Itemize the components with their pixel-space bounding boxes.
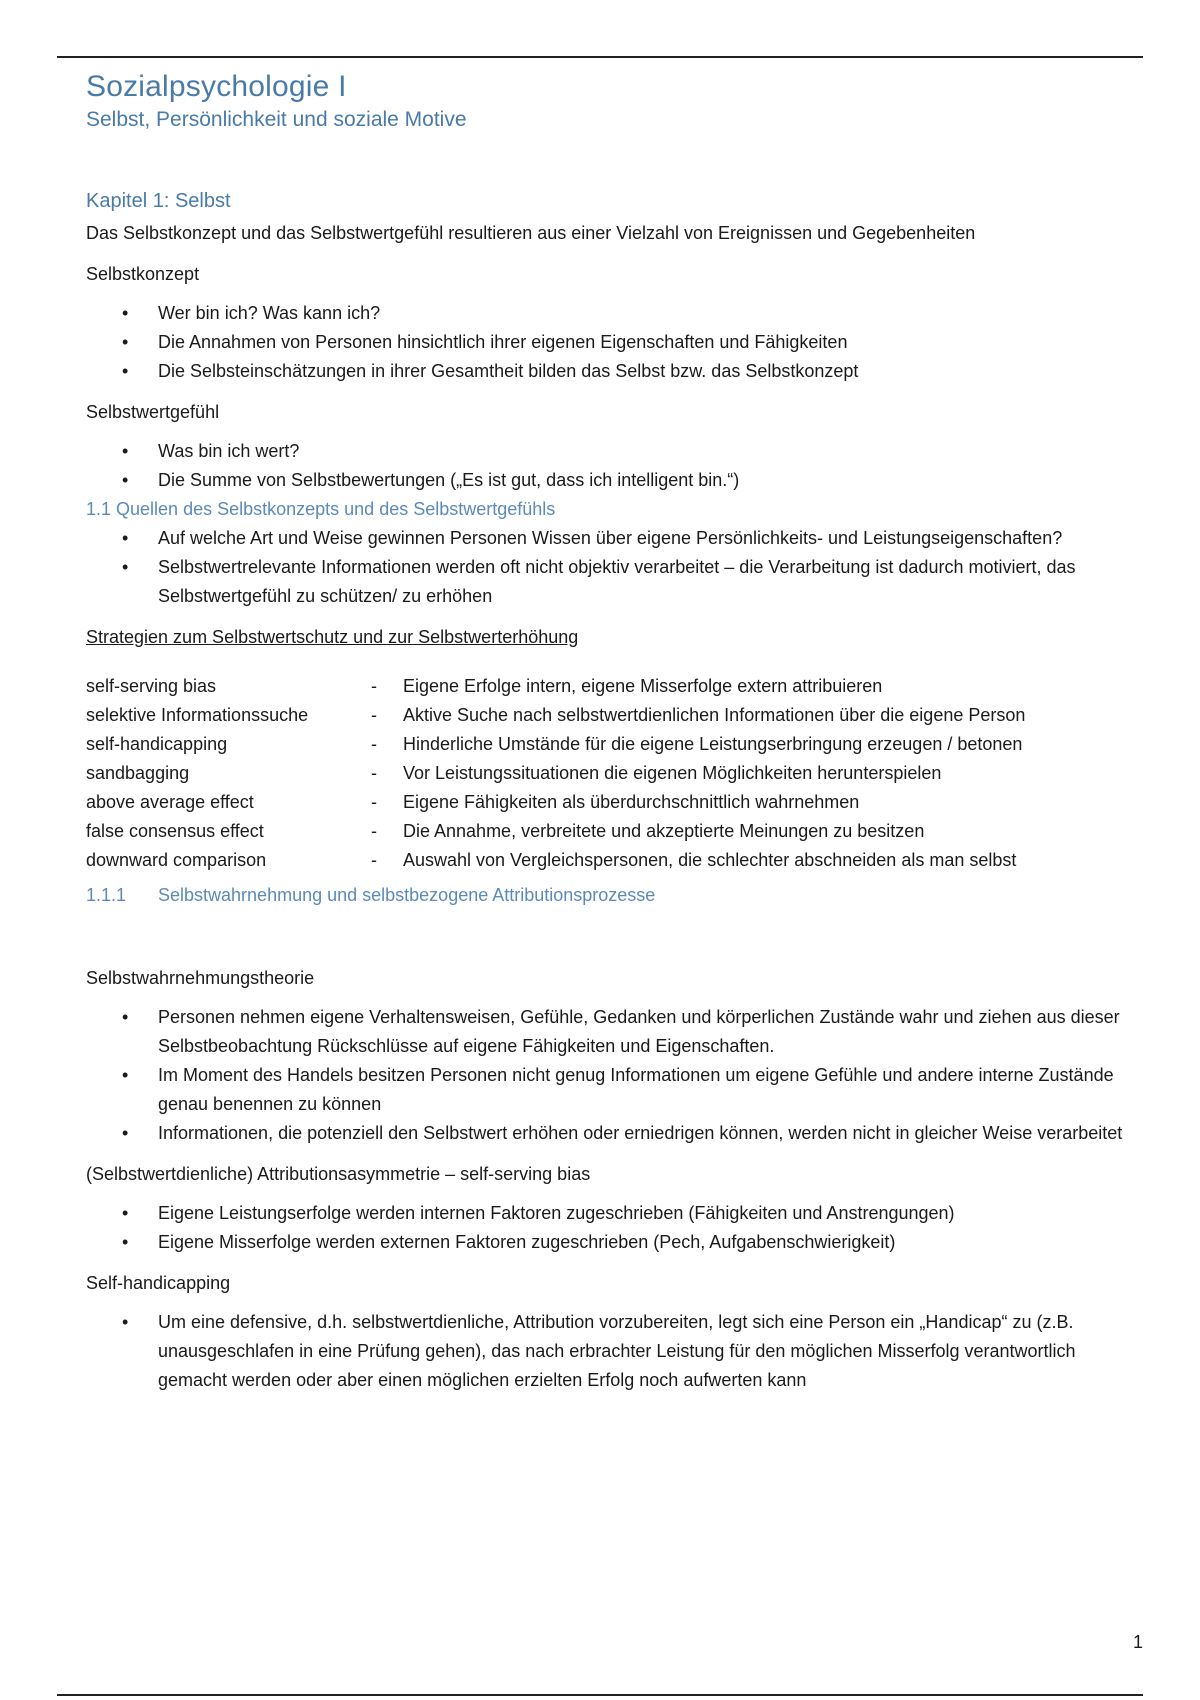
strategy-term: above average effect (86, 792, 254, 812)
list-item: • Im Moment des Handels besitzen Personen nicht genug Informationen um eigene Gefühle und andere interne Zustände genau benennen zu können (158, 1061, 1146, 1119)
handicapping-label: Self-handicapping (86, 1273, 231, 1293)
strategy-dash: - (371, 792, 377, 812)
document-subtitle: Selbst, Persönlichkeit und soziale Motive (86, 108, 467, 131)
section-number: 1.1.1 (86, 885, 127, 905)
strategy-dash: - (371, 763, 377, 783)
strategy-description: Die Annahme, verbreitete und akzeptierte Meinungen zu besitzen (403, 821, 925, 841)
handicapping-list (86, 1308, 1146, 1395)
document-page (86, 66, 1146, 1407)
strategy-term: self-handicapping (86, 734, 228, 754)
list-item: • Auf welche Art und Weise gewinnen Personen Wissen über eigene Persönlichkeits- und Leistungseigenschaften? (158, 524, 1146, 553)
strategy-description: Vor Leistungssituationen die eigenen Möglichkeiten herunterspielen (403, 763, 942, 783)
strategy-term: false consensus effect (86, 821, 264, 841)
intro-paragraph: Das Selbstkonzept und das Selbstwertgefühl resultieren aus einer Vielzahl von Ereignissen und Gegebenheiten (86, 223, 976, 243)
strategy-description: Aktive Suche nach selbstwertdienlichen Informationen über die eigene Person (403, 705, 1026, 725)
list-item: • Was bin ich wert? (158, 437, 1146, 466)
strategy-dash: - (371, 850, 377, 870)
strategy-dash: - (371, 705, 377, 725)
chapter-heading: Kapitel 1: Selbst (86, 190, 231, 212)
header-rule (57, 56, 1143, 58)
strategy-description: Auswahl von Vergleichspersonen, die schlechter abschneiden als man selbst (403, 850, 1017, 870)
list-item: • Selbstwertrelevante Informationen werden oft nicht objektiv verarbeitet – die Verarbeitung ist dadurch motiviert, das Selbstwertgefühl zu schützen/ zu erhöhen (158, 553, 1146, 611)
theorie-label: Selbstwahrnehmungstheorie (86, 968, 315, 988)
document-title: Sozialpsychologie I (86, 70, 347, 103)
strategies-heading: Strategien zum Selbstwertschutz und zur Selbstwerterhöhung (86, 627, 579, 647)
page-number: 1 (1132, 1632, 1143, 1652)
strategies-table (86, 672, 1025, 875)
section-heading-1-1: 1.1 Quellen des Selbstkonzepts und des Selbstwertgefühls (86, 499, 556, 519)
strategy-term: downward comparison (86, 850, 267, 870)
table-row (86, 846, 1025, 875)
strategy-term: sandbagging (86, 763, 190, 783)
strategy-description: Eigene Erfolge intern, eigene Misserfolge extern attribuieren (403, 676, 883, 696)
asymmetrie-list (86, 1199, 1146, 1257)
footer-rule (57, 1694, 1143, 1696)
list-item: • Wer bin ich? Was kann ich? (158, 299, 1146, 328)
list-item: • Eigene Misserfolge werden externen Faktoren zugeschrieben (Pech, Aufgabenschwierigkeit) (158, 1228, 1146, 1257)
list-item: • Personen nehmen eigene Verhaltensweisen, Gefühle, Gedanken und körperlichen Zustände wahr und ziehen aus dieser Selbstbeobachtung Rückschlüsse auf eigene Fähigkeiten und Eigenschaften. (158, 1003, 1146, 1061)
section-1-1-list (86, 524, 1146, 611)
strategy-description: Eigene Fähigkeiten als überdurchschnittlich wahrnehmen (403, 792, 860, 812)
strategy-dash: - (371, 734, 377, 754)
strategy-dash: - (371, 676, 377, 696)
list-item: • Um eine defensive, d.h. selbstwertdienliche, Attribution vorzubereiten, legt sich eine Person ein „Handicap“ zu (z.B. unausgeschlafen in eine Prüfung gehen), das nach erbrachter Leistung für den möglichen Misserfolg verantwortlich gemacht werden oder aber einen möglichen erzielten Erfolg noch aufwerten kann (158, 1308, 1146, 1395)
selbstkonzept-list (86, 299, 1146, 386)
list-item: • Die Selbsteinschätzungen in ihrer Gesamtheit bilden das Selbst bzw. das Selbstkonzept (158, 357, 1146, 386)
list-item: • Die Annahmen von Personen hinsichtlich ihrer eigenen Eigenschaften und Fähigkeiten (158, 328, 1146, 357)
list-item: • Die Summe von Selbstbewertungen („Es ist gut, dass ich intelligent bin.“) (158, 466, 1146, 495)
selbstkonzept-label: Selbstkonzept (86, 264, 200, 284)
strategy-term: self-serving bias (86, 676, 217, 696)
table-row (86, 672, 1025, 701)
section-heading-1-1-1 (86, 885, 1146, 906)
list-item: • Eigene Leistungserfolge werden internen Faktoren zugeschrieben (Fähigkeiten und Anstrengungen) (158, 1199, 1146, 1228)
theorie-list (86, 1003, 1146, 1148)
asymmetrie-label: (Selbstwertdienliche) Attributionsasymmetrie – self-serving bias (86, 1164, 591, 1184)
strategy-dash: - (371, 821, 377, 841)
table-row (86, 730, 1025, 759)
section-title: Selbstwahrnehmung und selbstbezogene Attributionsprozesse (158, 885, 656, 905)
table-row (86, 817, 1025, 846)
strategy-term: selektive Informationssuche (86, 705, 309, 725)
strategy-description: Hinderliche Umstände für die eigene Leistungserbringung erzeugen / betonen (403, 734, 1023, 754)
selbstwertgefuehl-label: Selbstwertgefühl (86, 402, 220, 422)
list-item: • Informationen, die potenziell den Selbstwert erhöhen oder erniedrigen können, werden nicht in gleicher Weise verarbeitet (158, 1119, 1146, 1148)
table-row (86, 759, 1025, 788)
table-row (86, 788, 1025, 817)
table-row (86, 701, 1025, 730)
selbstwertgefuehl-list (86, 437, 1146, 495)
